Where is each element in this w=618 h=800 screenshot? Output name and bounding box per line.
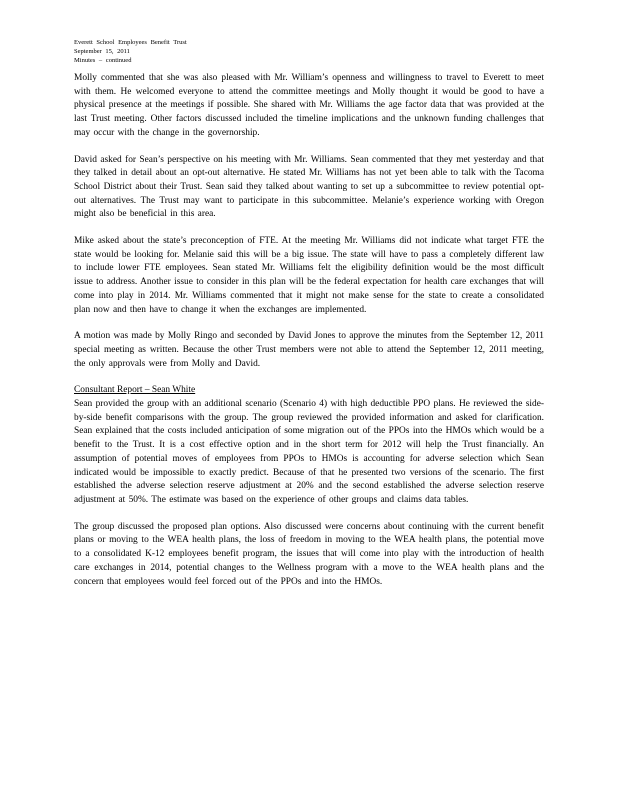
paragraph-sean-scenario: Sean provided the group with an additional scenario (Scenario 4) with high deductible PPO plans. He reviewed the side-by-side benefit comparisons with the group. The group reviewed the provided information and asked for clarification. Sean explained that the costs included anticipation of some migration out of the PPOs into the HMOs which would be a benefit to the Trust. It is a cost effective option and in the short term for 2012 will help the Trust financially. An assumption of potential moves of employees from PPOs to HMOs is accounting for adverse selection which Sean indicated would be impossible to exactly predict. Because of that he presented two versions of the scenario. The first established the adverse selection reserve adjustment at 20% and the second established the adverse selection reserve adjustment at 50%. The estimate was based on the experience of other groups and claims data tables. — [74, 399, 544, 505]
paragraph-molly-comments: Molly commented that she was also pleased with Mr. William’s openness and willingness to travel to Everett to meet with them. He welcomed everyone to attend the committee meetings and Molly thought it would be good to have a physical presence at the meetings if possible. She shared with Mr. Williams the age factor data that was provided at the last Trust meeting. Other factors discussed included the timeline implications and the unknown funding challenges that may occur with the change in the governorship. — [74, 73, 544, 138]
header-line-minutes: Minutes – continued — [74, 57, 132, 64]
paragraph-group-discussion: The group discussed the proposed plan options. Also discussed were concerns about continuing with the current benefit plans or moving to the WEA health plans, the loss of freedom in moving to the WEA health plans, the potential move to a consolidated K-12 employees benefit program, the issues that will come into play with the introduction of health care exchanges in 2014, potential changes to the Wellness program with a move to the WEA health plans and the concern that employees would feel forced out of the PPOs and into the HMOs. — [74, 521, 544, 587]
document-page — [74, 38, 544, 589]
header-line-title: Everett School Employees Benefit Trust — [74, 39, 187, 46]
section-title-consultant-report: Consultant Report – Sean White — [74, 385, 196, 396]
header-line-date: September 15, 2011 — [74, 48, 130, 55]
paragraph-mike-fte: Mike asked about the state’s preconception of FTE. At the meeting Mr. Williams did not indicate what target FTE the state would be looking for. Melanie said this will be a big issue. The state will have to pass a completely different law to include lower FTE employees. Sean stated Mr. Williams felt the eligibility definition would be the most difficult issue to address. Another issue to consider in this plan will be the federal expectation for health care exchanges that will come into play in 2014. Mr. Williams commented that it might not make sense for the state to create a consolidated plan now and then have to change it when the exchanges are implemented. — [74, 236, 544, 315]
paragraph-motion: A motion was made by Molly Ringo and seconded by David Jones to approve the minutes from the September 12, 2011 special meeting as written. Because the other Trust members were not able to attend the September 12, 2011 meeting, the only approvals were from Molly and David. — [74, 331, 544, 369]
paragraph-david-question: David asked for Sean’s perspective on his meeting with Mr. Williams. Sean commented that they met yesterday and that they talked in detail about an opt-out alternative. He stated Mr. Williams has not yet been able to talk with the Tacoma School District about their Trust. Sean said they talked about wanting to set up a subcommittee to review potential opt-out alternatives. The Trust may want to participate in this subcommittee. Melanie’s experience working with Oregon might also be beneficial in this area. — [74, 154, 544, 220]
running-header — [74, 38, 544, 65]
